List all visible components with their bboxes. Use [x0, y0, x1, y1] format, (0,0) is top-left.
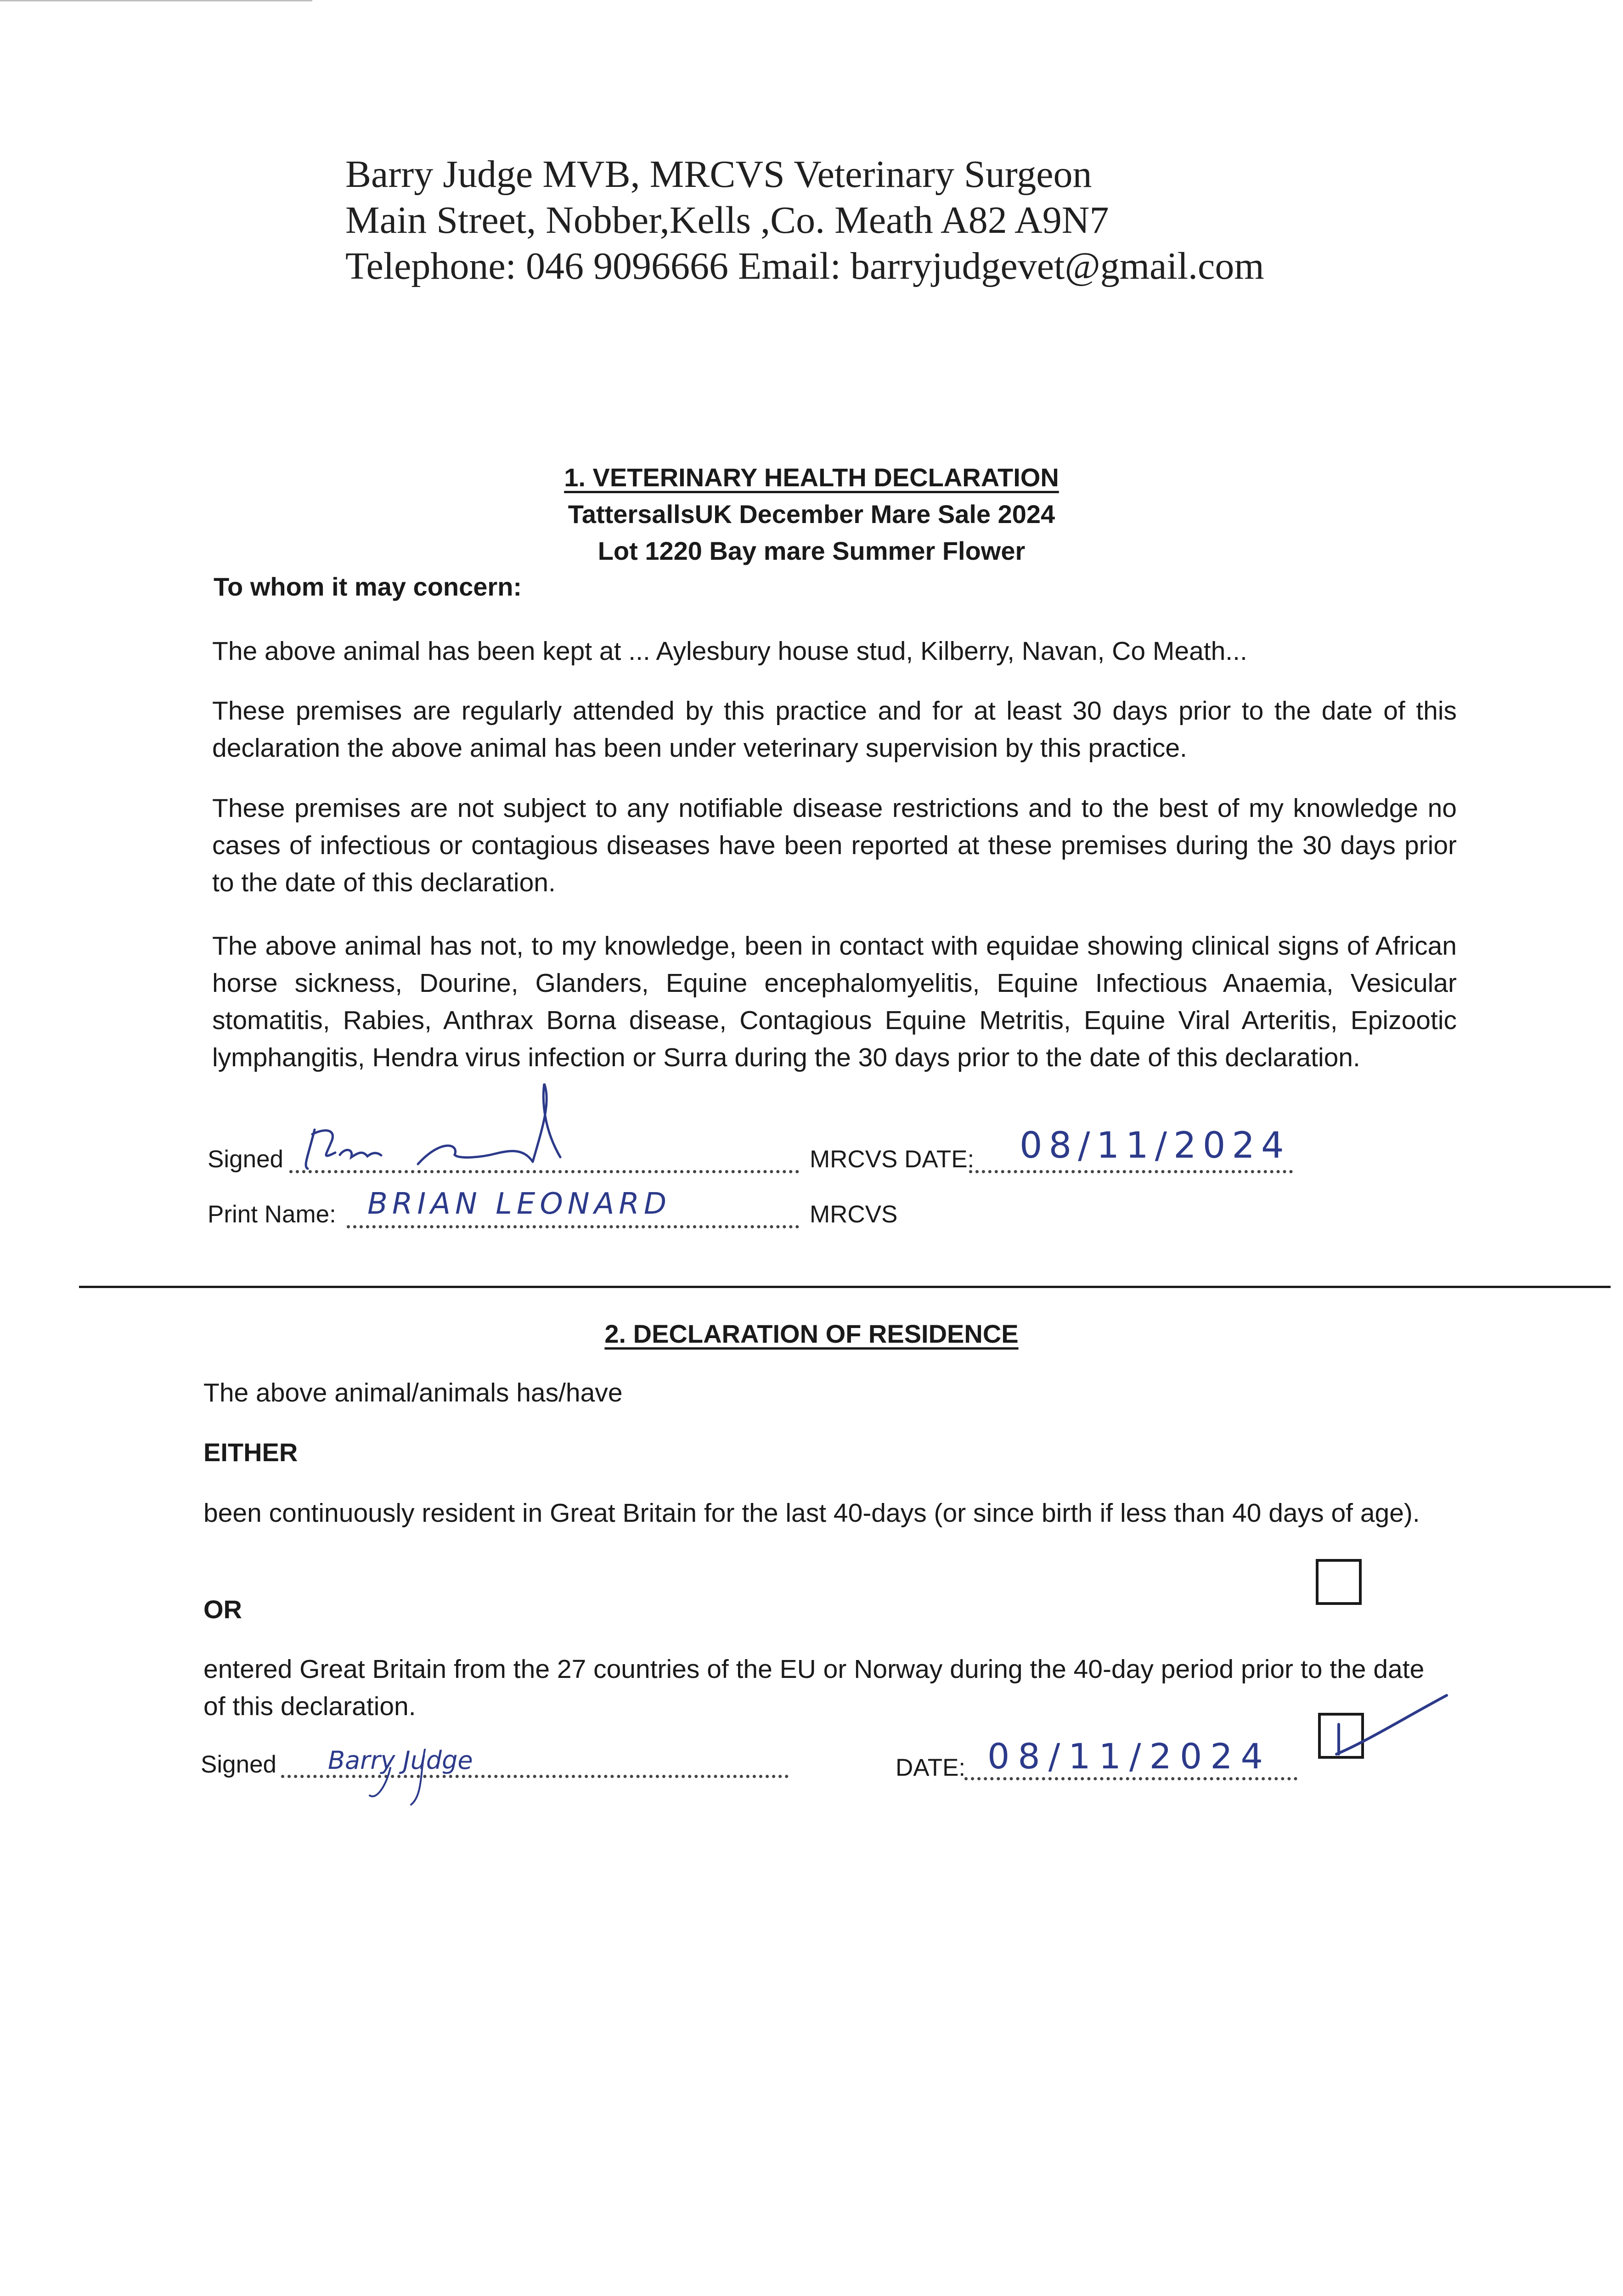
section2-or: OR: [203, 1595, 242, 1624]
salutation: To whom it may concern:: [214, 572, 522, 601]
section2-heading-text: 2. DECLARATION OF RESIDENCE: [604, 1319, 1019, 1348]
section2-either: EITHER: [203, 1438, 298, 1467]
section1-paragraph-restrictions: These premises are not subject to any notifiable disease restrictions and to the best of my knowledge no cases of infectious or contagious diseases have been reported at these premises during the 30 days prior to the date of this declaration.: [212, 793, 1457, 897]
section1-heading-text: 1. VETERINARY HEALTH DECLARATION: [564, 463, 1059, 492]
section1-paragraph-kept-at: The above animal has been kept at ... Aylesbury house stud, Kilberry, Navan, Co Meath...: [212, 636, 1247, 666]
section1-heading: [0, 459, 1623, 496]
scan-top-rule: [0, 0, 312, 1]
section1-date-handwritten: 08/11/2024: [1020, 1125, 1291, 1166]
section2-signature-text: Barry Judge: [328, 1746, 473, 1775]
option2-check-mark-icon: [1313, 1690, 1451, 1768]
print-name-dotline: [347, 1225, 799, 1228]
section1-mrcvs-date-label: MRCVS DATE:: [810, 1146, 975, 1173]
section2-heading: [0, 1316, 1623, 1352]
letterhead-address: Main Street, Nobber,Kells ,Co. Meath A82 A9N7: [345, 199, 1109, 242]
letterhead-contact: Telephone: 046 9096666 Email: barryjudgevet@gmail.com: [345, 245, 1264, 287]
section1-paragraph-contact: The above animal has not, to my knowledge, been in contact with equidae showing clinical signs of African horse sickness, Dourine, Glanders, Equine encephalomyelitis, Equine Infectious Anaemia, Vesicular stomatitis, Rabies, Anthrax Borna disease, Contagious Equine Metritis, Equine Viral Arteritis, Epizootic lymphangitis, Hendra virus infection or Surra during the 30 days prior to the date of this declaration.: [212, 931, 1457, 1072]
print-name-label: Print Name:: [208, 1201, 336, 1228]
section1-subheading-sale: TattersallsUK December Mare Sale 2024: [568, 500, 1055, 529]
section2-option2-text: entered Great Britain from the 27 countries of the EU or Norway during the 40-day period prior to the date of this declaration.: [203, 1654, 1425, 1721]
section1-signature-image: [294, 1075, 588, 1180]
section2-signed-label: Signed: [201, 1751, 277, 1778]
section-divider: [79, 1286, 1611, 1288]
print-name-mrcvs-label: MRCVS: [810, 1201, 898, 1228]
print-name-handwritten: BRIAN LEONARD: [367, 1187, 671, 1221]
option1-checkbox[interactable]: [1316, 1559, 1362, 1605]
section1-subheading-lot: Lot 1220 Bay mare Summer Flower: [597, 536, 1026, 565]
section1-paragraph-supervision: These premises are regularly attended by this practice and for at least 30 days prior to the date of this declaration the above animal has been under veterinary supervision by this practice.: [212, 696, 1457, 763]
section1-date-dotline: [969, 1170, 1293, 1173]
section2-signature-image: [321, 1736, 505, 1814]
section2-option1-text: been continuously resident in Great Britain for the last 40-days (or since birth if less than 40 days of age).: [203, 1498, 1420, 1528]
section2-date-handwritten: 08/11/2024: [987, 1736, 1272, 1777]
section1-signed-label: Signed: [208, 1146, 284, 1173]
section2-date-label: DATE:: [896, 1754, 966, 1781]
section2-date-dotline: [964, 1777, 1297, 1780]
section2-intro: The above animal/animals has/have: [203, 1378, 623, 1407]
letterhead-name: Barry Judge MVB, MRCVS Veterinary Surgeon: [345, 153, 1092, 196]
